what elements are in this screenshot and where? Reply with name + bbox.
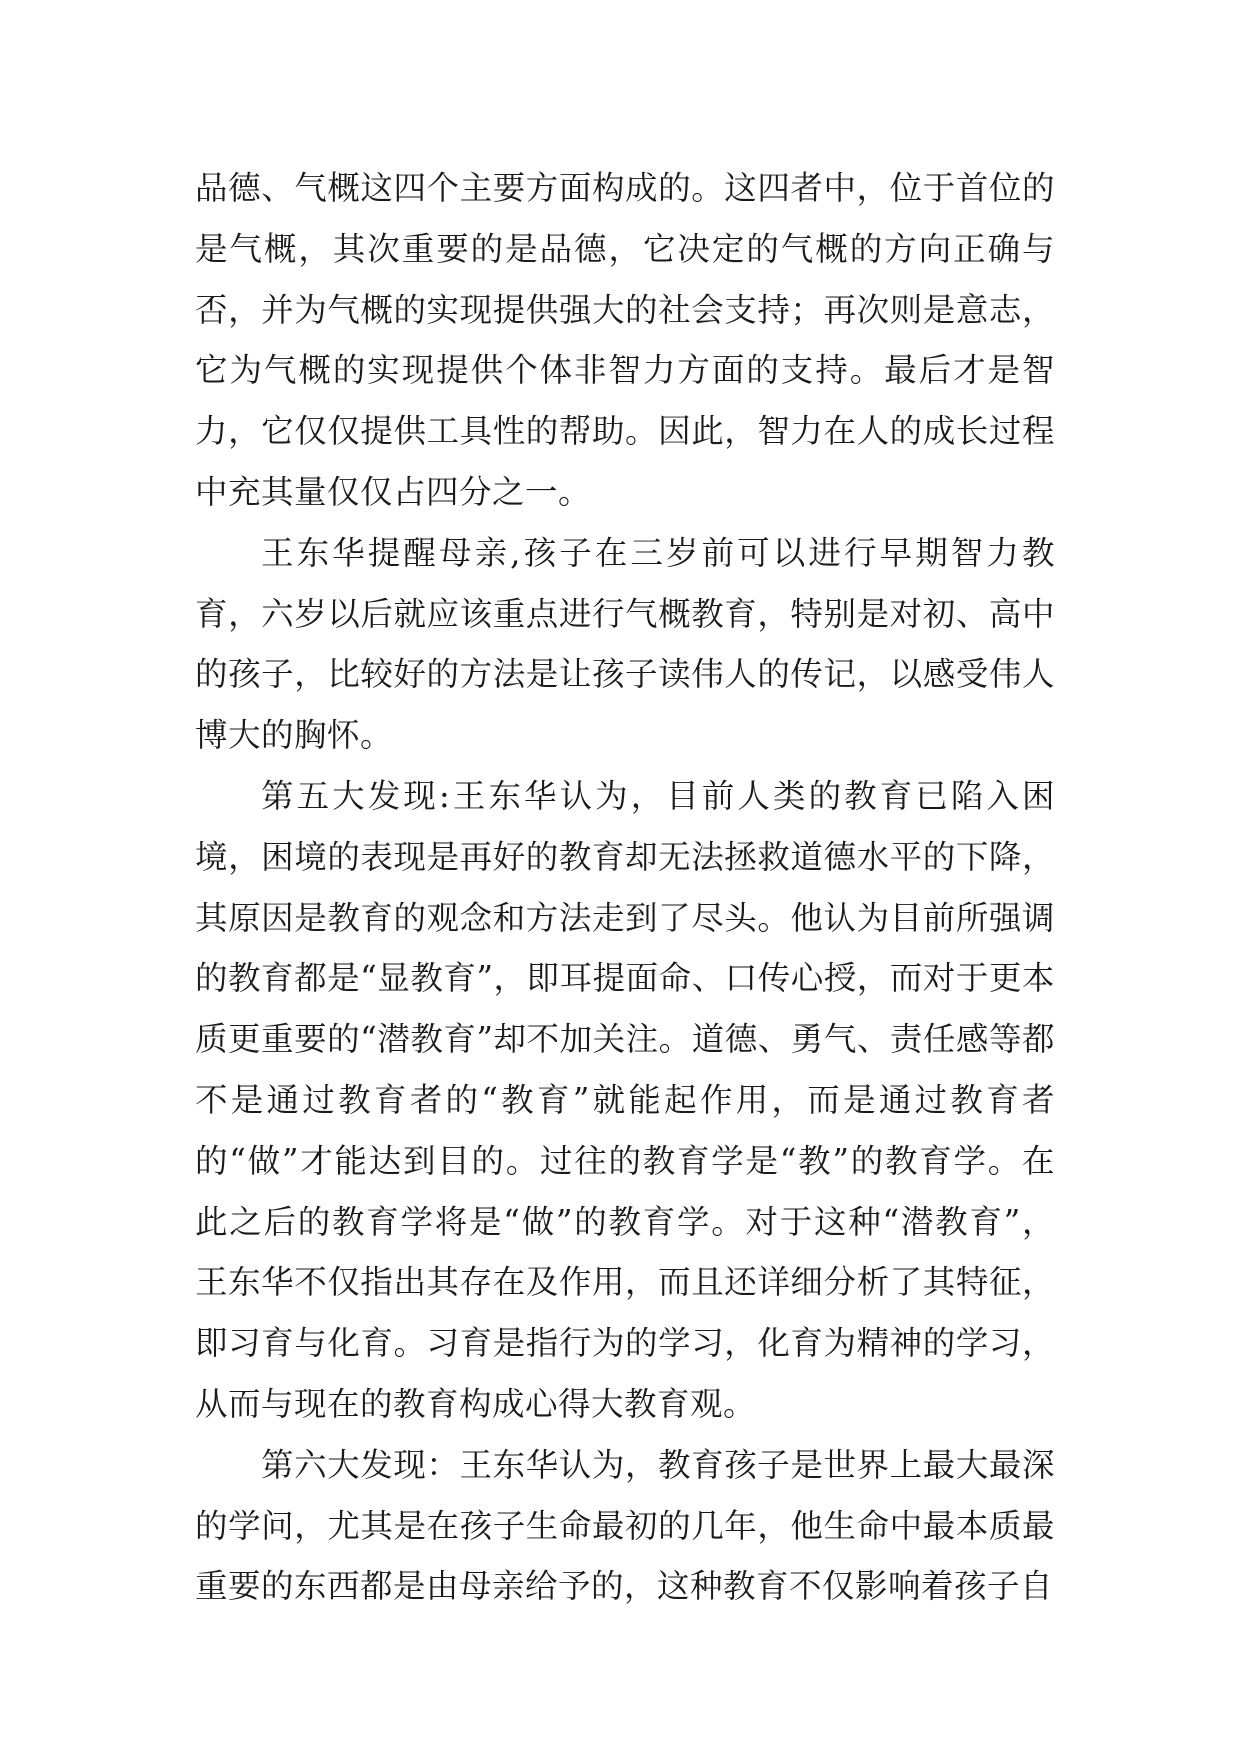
paragraph-4: 第六大发现：王东华认为，教育孩子是世界上最大最深的学问，尤其是在孩子生命最初的几年，他生命中最本质最重要的东西都是由母亲给予的，这种教育不仅影响着孩子自 <box>195 1445 1055 1606</box>
paragraph-1: 品德、气概这四个主要方面构成的。这四者中，位于首位的是气概，其次重要的是品德，它决定的气概的方向正确与否，并为气概的实现提供强大的社会支持；再次则是意志，它为气概的实现提供个体非智力方面的支持。最后才是智力，它仅仅提供工具性的帮助。因此，智力在人的成长过程中充其量仅仅占四分之一。 <box>195 169 1055 511</box>
body-text <box>195 158 1055 1617</box>
paragraph-2: 王东华提醒母亲,孩子在三岁前可以进行早期智力教育，六岁以后就应该重点进行气概教育，特别是对初、高中的孩子，比较好的方法是让孩子读伟人的传记，以感受伟人博大的胸怀。 <box>195 533 1055 755</box>
paragraph-3: 第五大发现:王东华认为，目前人类的教育已陷入困境，困境的表现是再好的教育却无法拯救道德水平的下降，其原因是教育的观念和方法走到了尽头。他认为目前所强调的教育都是“显教育”，即耳提面命、口传心授，而对于更本质更重要的“潜教育”却不加关注。道德、勇气、责任感等都不是通过教育者的“教育”就能起作用，而是通过教育者的“做”才能达到目的。过往的教育学是“教”的教育学。在此之后的教育学将是“做”的教育学。对于这种“潜教育”，王东华不仅指出其存在及作用，而且还详细分析了其特征，即习育与化育。习育是指行为的学习，化育为精神的学习，从而与现在的教育构成心得大教育观。 <box>195 776 1055 1423</box>
